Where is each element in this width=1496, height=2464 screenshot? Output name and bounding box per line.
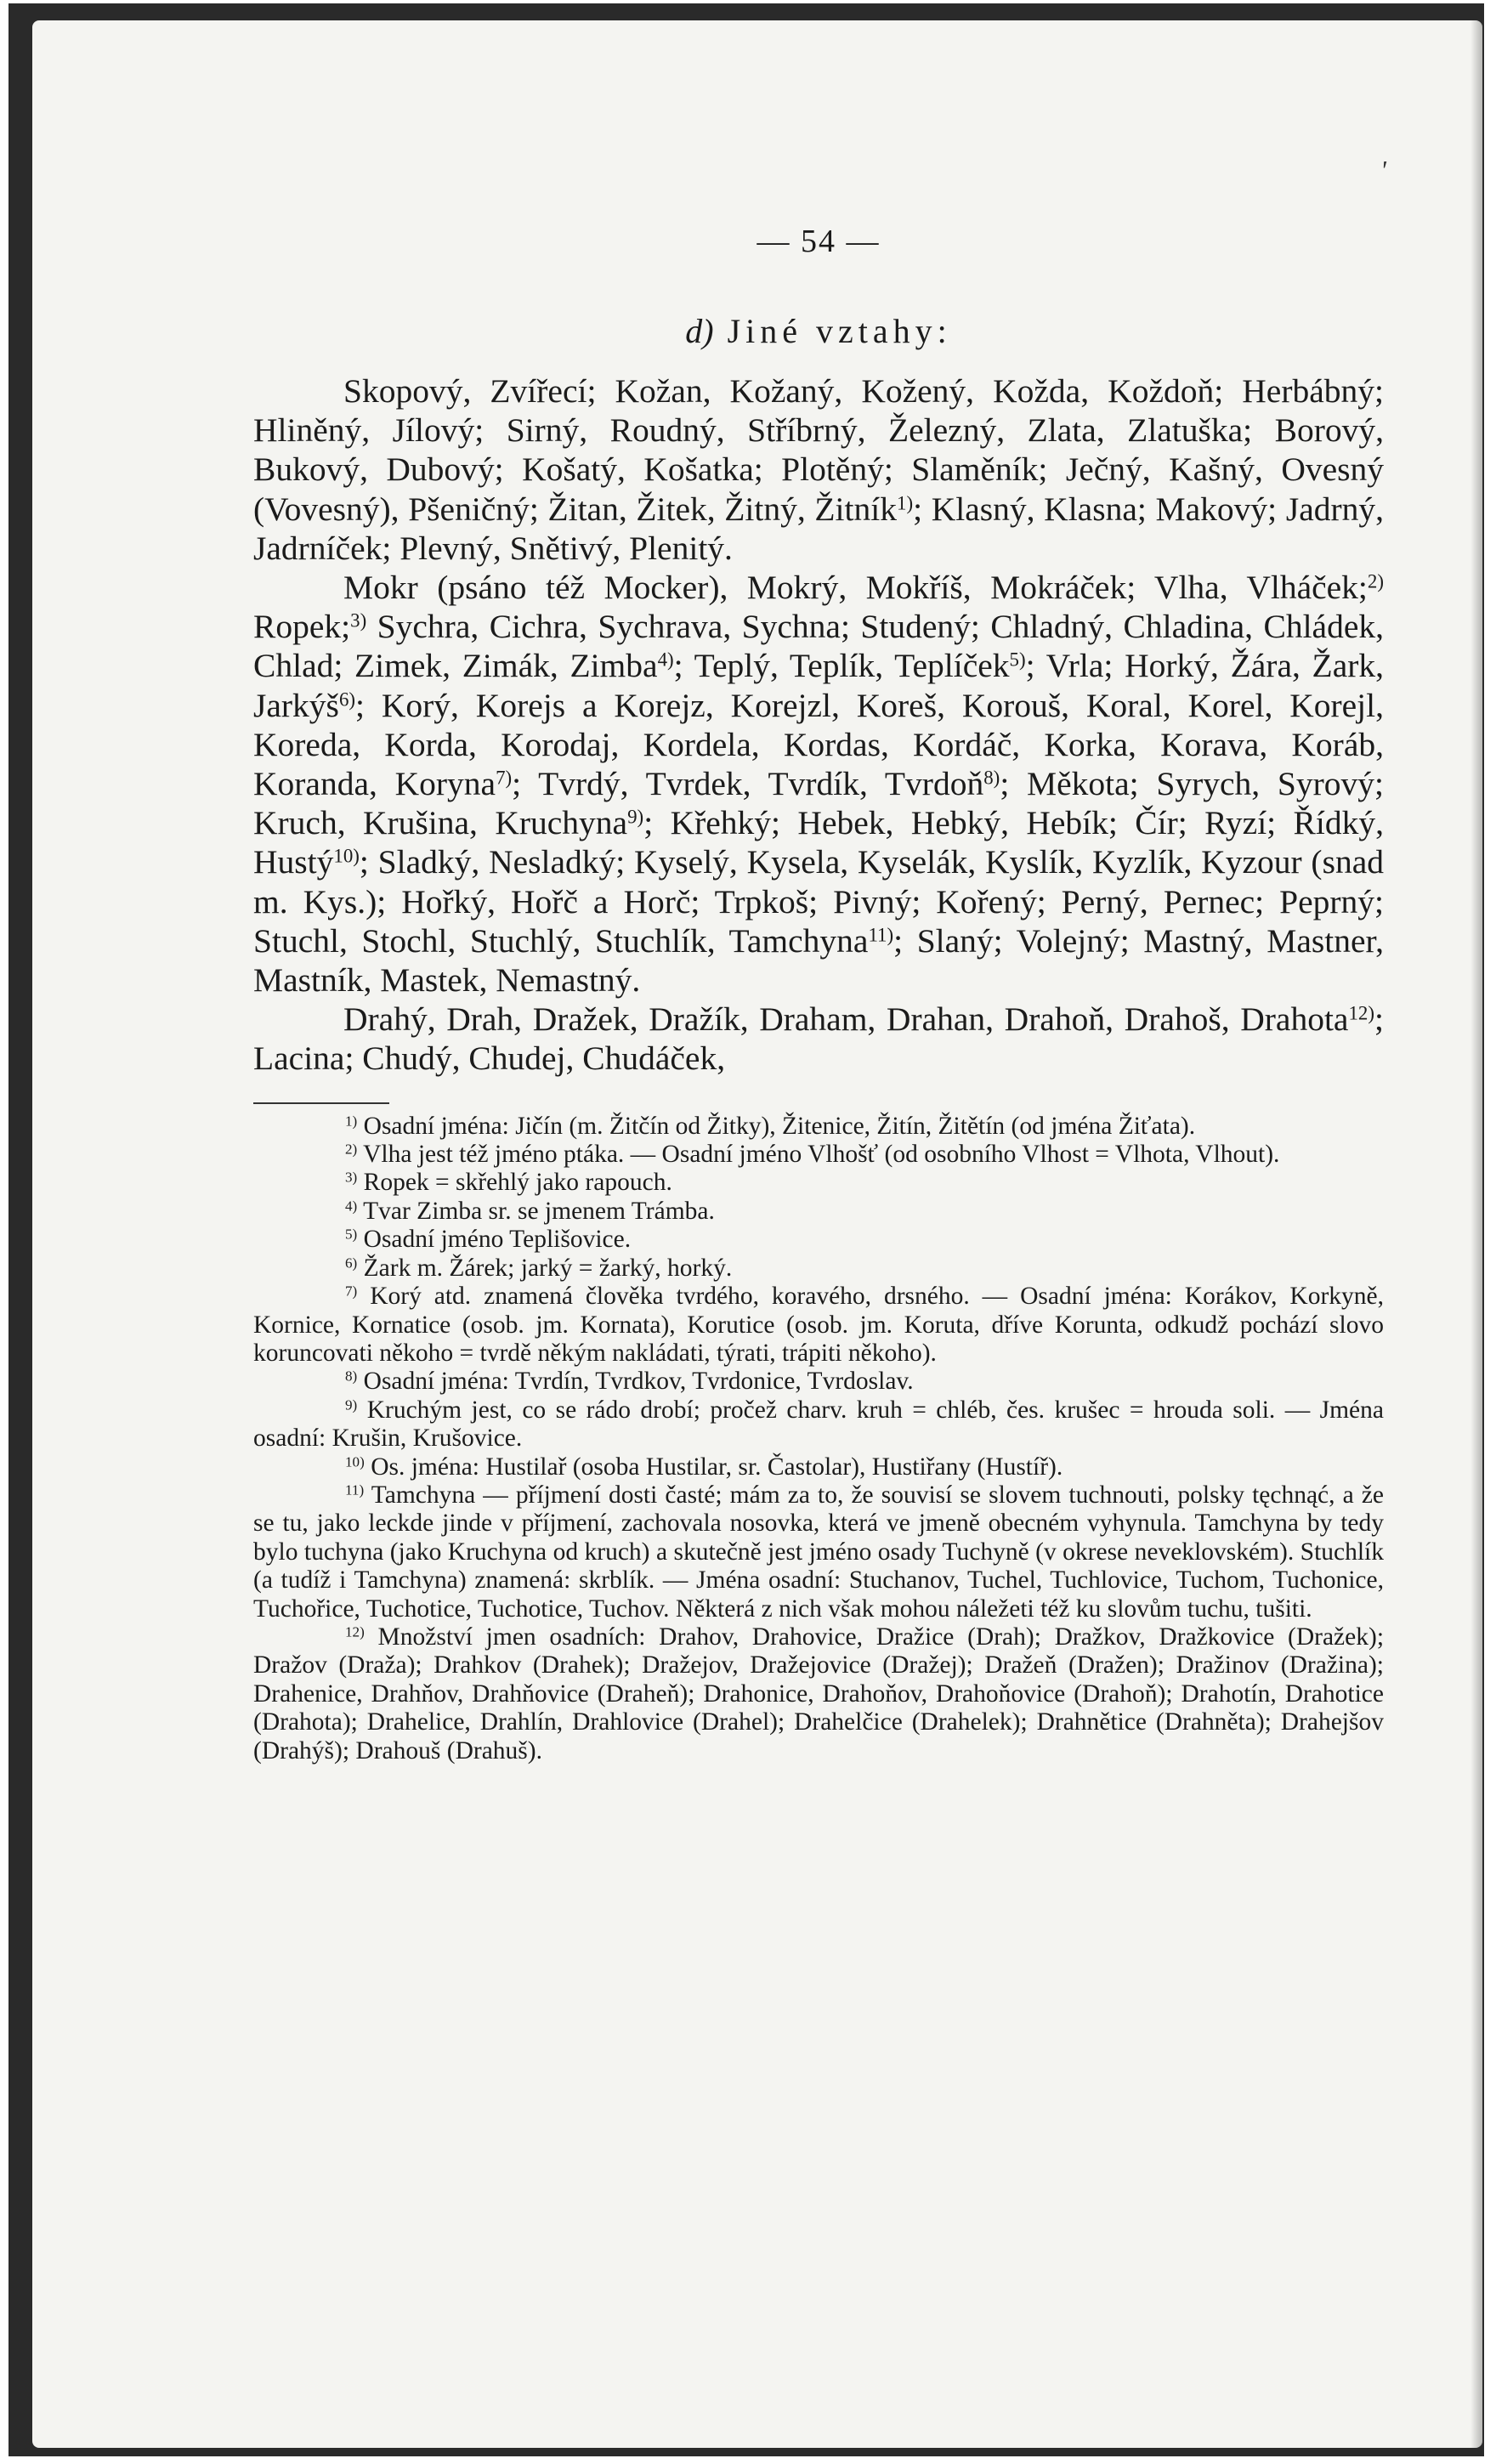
paragraph [253, 568, 1384, 1000]
footnote-number: 10) [345, 1453, 365, 1470]
footnote-number: 3) [345, 1170, 358, 1187]
footnote-text: Korý atd. znamená člověka tvrdého, koravého, drsného. — Osadní jména: Korákov, Korkyně, Kornice, Kornatice (osob. jm. Kornata), Korutice (osob. jm. Koruta, dříve Korunta, odkudž pochází slovo koruncovati někoho = tvrdě někým nakládati, týrati, trápiti někoho). [253, 1283, 1384, 1367]
footnote-divider [253, 1102, 389, 1104]
footnote-number: 2) [345, 1141, 358, 1158]
text-run: Drahý, Drah, Dražek, Dražík, Draham, Drahan, Drahoň, Drahoš, Drahota [343, 1000, 1349, 1039]
footnote-number: 12) [345, 1623, 365, 1640]
footnote [253, 1481, 1384, 1623]
footnote [253, 1453, 1384, 1481]
footnote-text: Vlha jest též jméno ptáka. — Osadní jméno Vlhošť (od osobního Vlhost = Vlhota, Vlhout). [363, 1141, 1280, 1169]
footnote-ref: 2) [1367, 570, 1384, 592]
footnote-text: Osadní jména: Jičín (m. Žitčín od Žitky), Žitenice, Žitín, Žitětín (od jména Žiťata). [363, 1112, 1196, 1140]
footnote-number: 1) [345, 1113, 358, 1130]
footnote-text: Množství jmen osadních: Drahov, Drahovice, Dražice (Drah); Dražkov, Dražkovice (Dražek); Dražov (Draža); Drahkov (Drahek); Dražejov, Dražejovice (Dražej); Dražeň (Dražen); Dražinov (Dražina); Drahenice, Drahňov, Drahňovice (Draheň); Drahonice, Drahoňov, Drahoňovice (Drahoň); Drahotín, Drahotice (Drahota); Drahelice, Drahlín, Drahlovice (Drahel); Drahelčice (Drahelek); Drahnětice (Drahněta); Drahejšov (Drahýš); Drahouš (Drahuš). [253, 1623, 1385, 1764]
footnote-text: Os. jména: Hustilař (osoba Hustilar, sr. Častolar), Hustiřany (Hustíř). [371, 1453, 1063, 1481]
footnote [253, 1226, 1384, 1254]
footnote-number: 8) [345, 1368, 358, 1385]
footnote-ref: 11) [868, 924, 894, 946]
footnote [253, 1396, 1384, 1453]
footnote-ref: 7) [496, 767, 513, 789]
footnote-text: Kruchým jest, co se rádo drobí; pročež charv. kruh = chléb, čes. krušec = hrouda soli. — Jména osadní: Krušin, Krušovice. [253, 1396, 1384, 1453]
text-run: ; Klasný, Klasna; Makový; Jadrný, Jadrníček; Plevný, Snětivý, Plenitý. [253, 490, 1385, 567]
footnote-text: Ropek = skřehlý jako rapouch. [363, 1169, 672, 1197]
text-run: ; Měkota; Syrych, Syrový; Kruch, Krušina, Kruchyna [253, 765, 1384, 842]
footnote-number: 7) [345, 1283, 358, 1300]
footnote [253, 1169, 1384, 1197]
footnote-ref: 3) [350, 609, 367, 632]
section-title: Jiné vztahy: [727, 312, 952, 350]
footnote-text: Tamchyna — příjmení dosti časté; mám za to, že souvisí se slovem tuchnouti, polsky tęchnąć, a že se tu, jako leckde jinde v příjmení, zachovala nosovka, která ve jmeně obecném vyhynula. Tamchyna by tedy bylo tuchyna (jako Kruchyna od kruch) a skutečně jest jméno osady Tuchyně (v okrese neveklovském). Stuchlík (a tudíž i Tamchyna) znamená: skrblík. — Jména osadní: Stuchanov, Tuchel, Tuchlovice, Tuchom, Tuchonice, Tuchořice, Tuchotice, Tuchotice, Tuchov. Některá z nich však mohou náležeti též ku slovům tuchu, tušiti. [253, 1481, 1385, 1623]
text-run: ; Sladký, Nesladký; Kyselý, Kysela, Kyselák, Kyslík, Kyzlík, Kyzour (snad m. Kys.); Hořký, Hořč a Horč; Trpkoš; Pivný; Kořený; Perný, Pernec; Peprný; Stuchl, Stochl, Stuchlý, Stuchlík, Tamchyna [253, 843, 1384, 960]
footnote [253, 1198, 1384, 1226]
section-letter: d) [685, 312, 714, 350]
footnote [253, 1283, 1384, 1368]
paragraph [253, 1000, 1384, 1078]
page-number: — 54 — [756, 224, 881, 259]
footnote-ref: 9) [627, 806, 644, 828]
page-edge-shadow [1470, 20, 1482, 2448]
text-run: Mokr (psáno též Mocker), Mokrý, Mokříš, Mokráček; Vlha, Vlháček; [343, 569, 1368, 607]
footnote-number: 11) [345, 1481, 365, 1498]
footnote-ref: 5) [1009, 649, 1026, 671]
section-heading [253, 311, 1384, 351]
footnote-number: 6) [345, 1255, 358, 1272]
page-content [253, 223, 1384, 1765]
paragraph [253, 371, 1384, 568]
footnote-text: Osadní jméno Teplišovice. [363, 1226, 632, 1254]
text-run: ; Křehký; Hebek, Hebký, Hebík; Čír; Ryzí; Řídký, Hustý [253, 804, 1384, 881]
text-run: ; Teplý, Teplík, Teplíček [673, 647, 1010, 685]
text-run: ; Tvrdý, Tvrdek, Tvrdík, Tvrdoň [512, 765, 984, 803]
text-run: ; Korý, Korejs a Korejz, Korejzl, Koreš, Korouš, Koral, Korel, Korejl, Koreda, Korda, Korodaj, Kordela, Kordas, Kordáč, Korka, Korava, Koráb, Koranda, Koryna [253, 686, 1384, 803]
footnote-text: Osadní jména: Tvrdín, Tvrdkov, Tvrdonice, Tvrdoslav. [363, 1368, 914, 1396]
footnote [253, 1255, 1384, 1283]
footnote [253, 1623, 1384, 1765]
text-run: Skopový, Zvířecí; Kožan, Kožaný, Kožený, Kožda, Koždoň; Herbábný; Hliněný, Jílový; Sirný, Roudný, Stříbrný, Železný, Zlata, Zlatuška; Borový, Bukový, Dubový; Košatý, Košatka; Plotěný; Slaměník; Ječný, Kašný, Ovesný (Vovesný), Pšeničný; Žitan, Žitek, Žitný, Žitník [253, 372, 1384, 528]
footnote-ref: 4) [657, 649, 674, 671]
footnote-text: Tvar Zimba sr. se jmenem Trámba. [363, 1197, 715, 1225]
footnote-number: 5) [345, 1226, 358, 1243]
footnote-ref: 8) [983, 767, 1000, 789]
footnote-number: 9) [345, 1396, 358, 1413]
footnote-ref: 10) [333, 845, 360, 867]
text-run: ; Vrla; Horký, Žára, Žark, Jarkýš [253, 647, 1385, 724]
footnote [253, 1113, 1384, 1141]
footnote-ref: 6) [338, 688, 356, 711]
footnote-ref: 1) [896, 492, 914, 514]
margin-mark: ' [1380, 155, 1386, 185]
main-text [253, 371, 1384, 1079]
footnote-ref: 12) [1348, 1002, 1375, 1024]
text-run: Ropek; [253, 608, 351, 646]
footnote-text: Žark m. Žárek; jarký = žarký, horký. [363, 1254, 733, 1282]
footnotes [253, 1113, 1384, 1765]
footnote [253, 1141, 1384, 1169]
text-run: ; Lacina; Chudý, Chudej, Chudáček, [253, 1000, 1384, 1078]
text-run: Sychra, Cichra, Sychrava, Sychna; Studený; Chladný, Chladina, Chládek, Chlad; Zimek, Zimák, Zimba [253, 608, 1384, 685]
text-run: ; Slaný; Volejný; Mastný, Mastner, Mastník, Mastek, Nemastný. [253, 921, 1385, 1000]
footnote [253, 1368, 1384, 1396]
footnote-number: 4) [345, 1198, 358, 1215]
